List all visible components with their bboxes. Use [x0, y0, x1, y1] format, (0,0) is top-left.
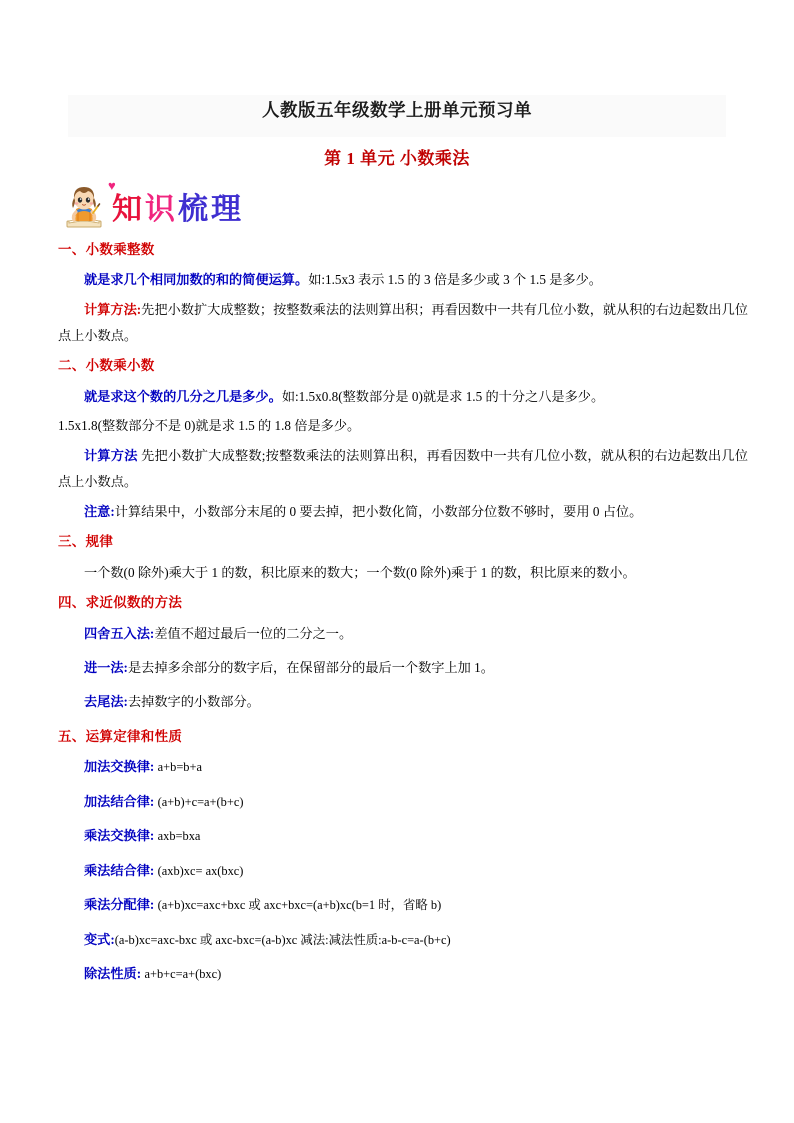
rounding-method-3-label: 去尾法:: [84, 693, 128, 709]
section-2-paragraph-4: [58, 499, 748, 525]
section-1: [58, 240, 748, 348]
rounding-method-2-label: 进一法:: [84, 659, 128, 675]
section-1-method-text: 先把小数扩大成整数；按整数乘法的法则算出积；再看因数中一共有几位小数，就从积的右边起数出几位点上小数点。: [58, 301, 748, 343]
section-1-p1-bold: 就是求几个相同加数的和的简便运算。: [84, 272, 309, 288]
section-2-paragraph-2: 1.5x1.8(整数部分不是 0)就是求 1.5 的 1.8 倍是多少。: [58, 418, 361, 434]
section-2-note-text: 计算结果中，小数部分末尾的 0 要去掉，把小数化简，小数部分位数不够时，要用 0 占位。: [114, 503, 643, 519]
section-3: [58, 532, 748, 585]
section-2-p1-bold: 就是求这个数的几分之几是多少。: [84, 388, 282, 404]
document-body: [58, 240, 748, 996]
section-4: [58, 593, 748, 713]
unit-title: 第 1 单元 小数乘法: [324, 149, 470, 168]
section-5-heading: 五、运算定律和性质: [58, 728, 183, 744]
section-1-paragraph-1: [58, 267, 748, 293]
document-title: 人教版五年级数学上册单元预习单: [262, 100, 532, 120]
law-row-3: [58, 823, 748, 849]
law-7-label: 除法性质:: [84, 966, 142, 982]
law-row-6: [58, 927, 748, 953]
rounding-method-1-text: 差值不超过最后一位的二分之一。: [154, 625, 353, 641]
section-1-heading: 一、小数乘整数: [58, 242, 155, 257]
law-1-formula: a+b=b+a: [157, 760, 202, 775]
law-2-label: 加法结合律:: [84, 793, 155, 809]
rounding-method-2-text: 是去掉多余部分的数字后，在保留部分的最后一个数字上加 1。: [127, 659, 494, 675]
section-1-paragraph-2: [58, 297, 748, 348]
law-4-formula: (axb)xc= ax(bxc): [157, 863, 244, 878]
section-4-heading: 四、求近似数的方法: [58, 595, 183, 611]
girl-reading-icon: [58, 182, 110, 234]
section-5: [58, 727, 748, 987]
law-row-1: [58, 754, 748, 780]
section-2-note-label: 注意:: [84, 503, 115, 519]
section-2-paragraph-3: [58, 443, 748, 494]
law-4-label: 乘法结合律:: [84, 862, 155, 878]
law-6-formula: (a-b)xc=axc-bxc 或 axc-bxc=(a-b)xc 减法:减法性质:a-b-c=a-(b+c): [114, 932, 451, 947]
rounding-method-3: [58, 689, 748, 714]
section-2-heading: 二、小数乘小数: [58, 358, 155, 374]
banner-char-3: 梳: [178, 192, 209, 227]
section-2-p1-rest: 如:1.5x0.8(整数部分是 0)就是求 1.5 的十分之八是多少。: [281, 388, 605, 404]
law-row-5: [58, 892, 748, 918]
law-6-label: 变式:: [84, 931, 115, 947]
rounding-method-2: [58, 655, 748, 680]
banner-char-1: 知: [112, 192, 143, 227]
rounding-method-3-text: 去掉数字的小数部分。: [127, 693, 260, 709]
law-2-formula: (a+b)+c=a+(b+c): [157, 794, 244, 809]
section-1-p1-rest: 如:1.5x3 表示 1.5 的 3 倍是多少或 3 个 1.5 是多少。: [308, 272, 602, 288]
law-3-formula: axb=bxa: [157, 829, 201, 844]
section-3-paragraph-1: 一个数(0 除外)乘大于 1 的数，积比原来的数大；一个数(0 除外)乘于 1 的数，积比原来的数小。: [84, 564, 636, 580]
rounding-method-1: [58, 621, 748, 646]
law-5-label: 乘法分配律:: [84, 897, 155, 913]
banner-char-4: 理: [211, 192, 242, 227]
law-1-label: 加法交换律:: [84, 759, 155, 775]
section-2-paragraph-1: [58, 384, 748, 410]
section-2-method-label: 计算方法: [84, 448, 138, 464]
law-row-4: [58, 858, 748, 884]
law-5-formula: (a+b)xc=axc+bxc 或 axc+bxc=(a+b)xc(b=1 时，省略 b): [157, 898, 442, 913]
law-3-label: 乘法交换律:: [84, 828, 155, 844]
section-3-heading: 三、规律: [58, 534, 114, 550]
law-row-7: [58, 961, 748, 987]
knowledge-review-banner: 知 识 梳 理 ♥: [58, 180, 242, 236]
section-2: [58, 356, 748, 524]
law-7-formula: a+b+c=a+(bxc): [144, 967, 222, 982]
law-row-2: [58, 789, 748, 815]
banner-char-2: 识: [145, 192, 176, 227]
section-2-method-text: 先把小数扩大成整数;按整数乘法的法则算出积，再看因数中一共有几位小数，就从积的右边起数出几位点上小数点。: [58, 448, 748, 489]
section-1-method-label: 计算方法:: [84, 301, 142, 317]
rounding-method-1-label: 四舍五入法:: [84, 625, 155, 641]
